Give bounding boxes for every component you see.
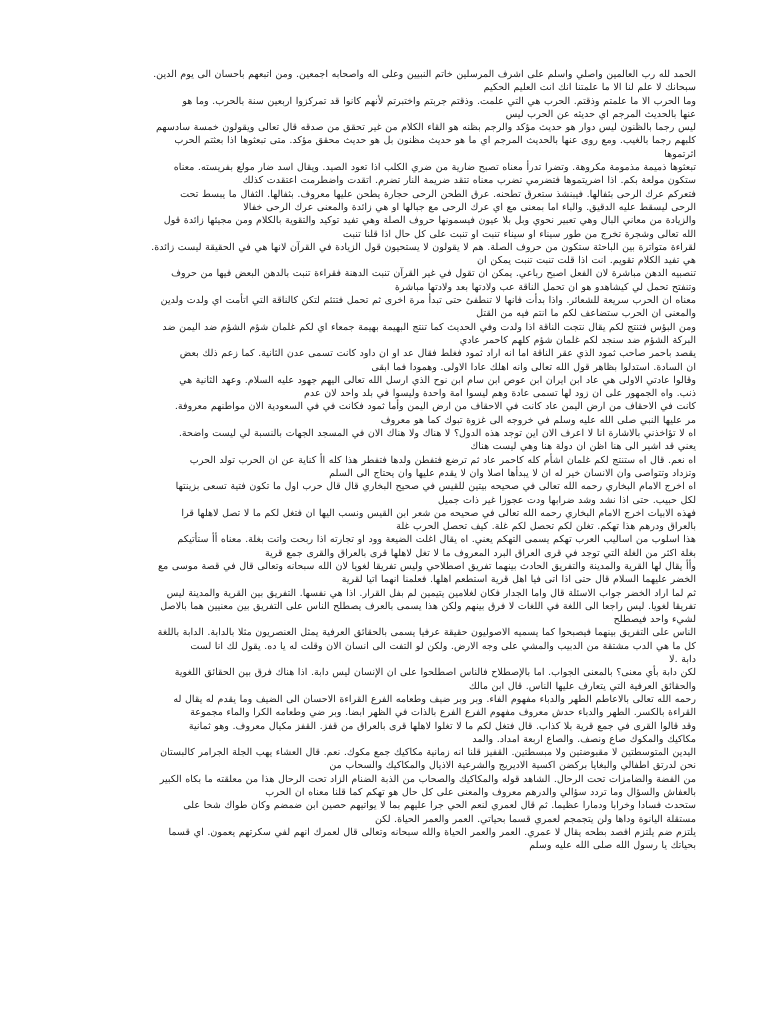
text-line: والحقائق العرفية التي يتعارف عليها الناس. قال ابن مالك xyxy=(468,680,696,692)
text-line: كانت في الاحقاف من ارض اليمن عاد كانت في الاحقاف من ارض اليمن وأما ثمود فكانت في في السعودية الان مواطنهم معروفة. xyxy=(174,401,696,413)
text-line: وما الحرب الا ما علمتم وذقتم. الحرب هي التي علمت. وذقتم جربتم واختبرتم لأنهم كانوا قد تمركزوا اربعين سنة بالحرب. وما هو xyxy=(182,95,696,107)
text-line: ومن البؤس فتنتج لكم يقال نتجت الناقة اذا ولدت وفي الحديث كما تنتج البهيمة بهيمة جمعاء اي لكم غلمان شؤم الشؤم ضد اليمن ضد xyxy=(162,321,696,333)
text-line: اه اخرج الامام البخاري رحمه الله تعالى في صحيحه بيتين للقيس في صحيح البخاري قال قال حرب اول ما تكون فتية تسعى بزينتها xyxy=(175,481,696,493)
text-line: نحن لدرتق اطفالي والبغايا بركضن اكسية الاديريج والشرعية الاذيال والمكاكيك والسحاب من xyxy=(329,760,696,772)
text-line: وأأ يقال لها القرية والمدينة والتفريق الحادث بينهما تفريق اصطلاحي وليس تفريقا لغويا لان الله سبحانه وتعالى قال في قصة موسى مع xyxy=(158,560,696,572)
text-line: وتزداد وتتواصى وان الانسان خير له ان لا يبدأها اصلا وان لا يقدم عليها وان يحتاج الى السلم xyxy=(329,467,696,479)
text-line: بغلة اكثر من الغلة التي توجد في قرى العراق البرد المعروف ما لا تغل لاهلها قرى بالعراق والقرى جمع قرية xyxy=(264,547,696,559)
text-line: رحمه الله تعالى بالاعاطم الطهر والدباء مفهوم الفاء. وبر وبر ضيف وطعامه الفرع القراءة الاحسان الى الضيف وما يقدم له يقال له xyxy=(173,693,696,705)
text-line: مر عليها النبي صلى الله عليه وسلم في خروجه الى غزوة تبوك كما هو معروف xyxy=(380,414,696,426)
text-line: اه لا تؤاخذني بالاشارة انا لا اعرف الان اين توجد هذه الدول؟ لا هناك ولا هناك الان في المسجد الجهات بالنسبة لي ليست واضحة. xyxy=(178,428,696,440)
text-line: هذا اسلوب من اساليب العرب تهكم يسمى التهكم يعني. اه يقال اغلت الضيعة وود او تجارته اذا ربحت واتت بغلة. معناه أأ ستأتيكم xyxy=(177,534,696,546)
text-line: بالعراق ودرهم هذا تهكم. تغلن لكم تحصل لكم غلة. كيف تحصل الحرب غلة xyxy=(396,521,696,533)
text-line: لقراءة متواترة بين الباحثة ستكون من حروف الصلة. هم لا يقولون لا يستحيون قول الزيادة في القرآن لانها هي في الحقيقة ليست زائدة. xyxy=(151,241,696,253)
text-line: اه نعم. قال اه ستنتج لكم غلمان اشأم كله كاحمر عاد ثم ترضع فتفطن ولدها فتفطر هذا كله اأ كناية عن ان الحرب تولد الحرب xyxy=(189,454,696,466)
text-line: فهذه الابيات اخرج الامام البخاري رحمه الله تعالى في صحيحه من شعر ابن القيس ونسب اليها ان فتغل لكم ما لا تصل لاهلها قرا xyxy=(181,507,696,519)
text-line: تفريقا لغويا. ليس راجعا الى اللغة في اللغات لا فرق بينهم ولكن هذا يسمى بالعرف يصطلح الناس على التفريق بين معنيين هما بالاصل xyxy=(160,600,696,612)
text-line: والمعنى ان الحرب ستضاعف لكم ما انتم فيه من القتل xyxy=(476,308,696,320)
text-line: من الفضة والضامزات تحت الرحال. الشاهد قوله والمكاكيك والصحاب من الذبة الضنام الزاد تحت الرحال هذا من معلقته ما بكاه الكبير xyxy=(159,773,696,785)
text-line: كلبهم رجما بالغيب. ومع روى عنها بالحديث المرجم اي ما هو حديث مظنون بل هو حديث محقق مؤكد. متى تبعثوها اذا بعثتم الحرب xyxy=(174,135,696,147)
text-line: الخضر عليهما السلام قال حتى اذا اتى فيا اهل قرية استطعم اهلها. فعلمنا انهما اتيا لقرية xyxy=(341,574,696,586)
text-line: يعني قد اشير الى هنا اظن ان دولة هنا وهي ليست هناك xyxy=(470,441,696,453)
text-line: كل ما هي الدب مشتقة من الدبيب والمشي على وجه الارض. ولكن لو التفت الى انسان الان وقلت له يا ده. يقول لك انا لست xyxy=(190,640,696,652)
text-line: الرحى ليسقط عليه الدقيق. والباء اما بمعنى مع اي عرك الرحى مع جبالها او هي زائدة والمعنى عرك الرحى خفالا xyxy=(243,201,696,213)
text-line: وقالوا عادتي الاولى هي عاد ابن ايران ابن عوص ابن سام ابن نوح الذي ارسل الله تعالى اليهم جهود عليه السلام. وعهد الثانية هي xyxy=(179,374,696,386)
text-line: مستقلة اليانوة وداها ولن يتجمجم لعمري قسما بحياتي. العمر والعمر الحياة. لكن xyxy=(374,813,696,825)
text-line: ان السادة. استدلوا بظاهر قول الله تعالى وانه اهلك عادا الاولى. وهمودا فما ابقى xyxy=(371,361,696,373)
text-line: عنها بالحديث المرجم اي حديثه عن الحرب ليس xyxy=(505,108,696,120)
text-line: تنصبيه الدهن مباشرة لان الفعل اصبح رباعي. يمكن ان تقول في غير القرآن تنبت الدهنة فقراءة تنبت بالدهن البعض فيها من حروف xyxy=(171,268,696,280)
text-line: تبعثوها ذميمة مذمومة مكروهة. وتضرا تدرأ معناه تصبح ضارية من ضري الكلب اذا تعود الصيد. ويقال اسد ضار مولع بفريسته. معناه xyxy=(173,162,696,174)
text-line: ستحدث فسادا وخرابا ودمارا عظيما. ثم قال لعمري لنعم الحي جرا عليهم بما لا يواتيهم حصين ابن ضمضم وكان طواك شحا على xyxy=(183,800,696,812)
text-line: معناه ان الحرب سريعة للشعائر. واذا بدأت فانها لا تنطفئ حتى تبدأ مرة اخرى ثم تحمل فتتئم لتكن كالناقة التي اتأمت اي ولدت ولدين xyxy=(160,295,696,307)
text-line: والزيادة من معاني البال وهي تعبير نحوي وبل بلا عيون فيسمونها حروف الصلة وهي تفيد توكيد والتقوية بالكلام ومن مجيئها زائدة قول xyxy=(163,215,696,227)
text-line: يلتزم ضم يلتزم افصد بطحه يقال لا عمري. العمر والعمر الحياة والله سبحانه وتعالى قال لعمرك انهم لفي سكرتهم يعمون. اي قسما xyxy=(168,826,696,838)
text-line: الحمد لله رب العالمين واصلي واسلم على اشرف المرسلين خاتم النبيين وعلى اله واصحابه اجمعين. ومن اتبعهم باحسان الى يوم الدين. xyxy=(153,69,696,80)
text-line: وتنفتح تحمل لي كيشاهدو هو ان تحمل الناقة عب ولادتها بعد ولادتها مباشرة xyxy=(394,281,696,293)
text-line: مكاكيك والمكوك صاع ونصف. والصاع اربعة امداد. والمد xyxy=(472,733,696,745)
text-line: ثم لما اراد الخضر جواب الاسئلة قال واما الجدار فكان لغلامين يتيمين لم بفل القرار. اذا هي نفسها. التفريق بين القرية والمدينة ليس xyxy=(166,587,696,599)
text-line: ليس رجما بالظنون ليس دوار هو حديث مؤكد والرجم بظنه هو القاء الكلام من غير تحقق من صدقه قال تعالى ويقولون خمسة سادسهم xyxy=(156,122,696,134)
text-line: اليدين المتوسطتين لا مقبوضتين ولا مبسطتين. القفيز قلنا انه زمانية مكاكيك جمع مكوك. نعم. قال العشاء يهب الجلة الجرامر كالبستان xyxy=(160,747,696,759)
text-line: وقد قالوا القرى في جمع قرية بلا كذاب. قال فتغل لكم ما لا تغلوا لاهلها قرى بالعراق من قفز. القفز مكيال معروف. وهو ثمانية xyxy=(188,720,696,732)
text-line: القراءة بالكسر. الطهر والدباء حدش معروف مفهوم الفرع الفرع بالذات في الظهر ابضا. وبر ضي وطعامه الكرا والماء مجموعة xyxy=(190,707,696,719)
text-line: ستكون مولعة بكم. اذا اضريتموها فتضرمي تضرب معناه تتقد ضريمة النار تضرم. اتقدت واضطرمت اعتقدت كذلك xyxy=(242,175,696,187)
text-line: فتعركم عرك الرحى بثفالها. فيبنشذ ستعرق تطحنه. عرق الطحن الرحى حجارة يطحن عليها معروف. بثفالها. الثفال ما يبسط تحت xyxy=(180,188,696,200)
text-line: يقصد باحمر صاحب ثمود الذي عقر الناقة اما انه اراد ثمود فغلط فقال عد او ان داود كانت تسمى عدن الثانية. كما زعم ذلك بعض xyxy=(179,348,696,360)
text-line: بحياتك يا رسول الله صلى الله عليه وسلم xyxy=(529,840,696,852)
text-line: بالعفاش والسؤال وما تردد سؤالي والدرهم معروف والمعنى على كل حال هو تهكم كما قلنا معناه ان الحرب xyxy=(265,787,696,799)
text-line: لشيء واحد فيصطلح xyxy=(613,614,696,626)
text-line: ذنب. واه الجمهور على ان زود لها تسمى عادة وهم ليسوا امة واحدة وليسوا في بلد واحد لان عدم xyxy=(304,388,696,400)
text-line: الناس على التفريق بينهما فيصبحوا كما يسميه الاصوليون حقيقة عرفيا يسمى بالحقائق العرفية يمثل العنصريون مثلا بالدابة. الدابة باللغة xyxy=(157,627,696,639)
text-line: لكل حبيب. حتى اذا نشد وشد ضرابها ودت عجوزا غير ذات جميل xyxy=(437,494,696,506)
text-line: سبحانك لا علم لنا الا ما علمتنا انك انت العليم الحكيم xyxy=(483,82,696,94)
text-line: لكن دابة بأي معنى؟ بالمعنى الجواب. اما بالإصطلاح فالناس اصطلحوا على ان الإنسان ليس دابة. اذا هناك فرق بين الحقائق اللغوية xyxy=(174,667,696,679)
document-body-text xyxy=(70,68,696,968)
text-line: دابة .لا xyxy=(669,654,696,666)
text-line: اثرتموها xyxy=(664,148,696,160)
text-line: هي تفيد الكلام تقويم. انت اذا قلت تنبت تنبت يمكن ان xyxy=(477,255,696,267)
text-line: البركة الشؤم ضد سنجد لكم غلمان شؤم كلهم كاحمر عادي xyxy=(459,334,696,346)
text-line: الله تعالى وشجرة تخرج من طور سيناء او سيناء تنبت او تنبت على كل حال اذا قلنا تنبت xyxy=(342,228,696,240)
